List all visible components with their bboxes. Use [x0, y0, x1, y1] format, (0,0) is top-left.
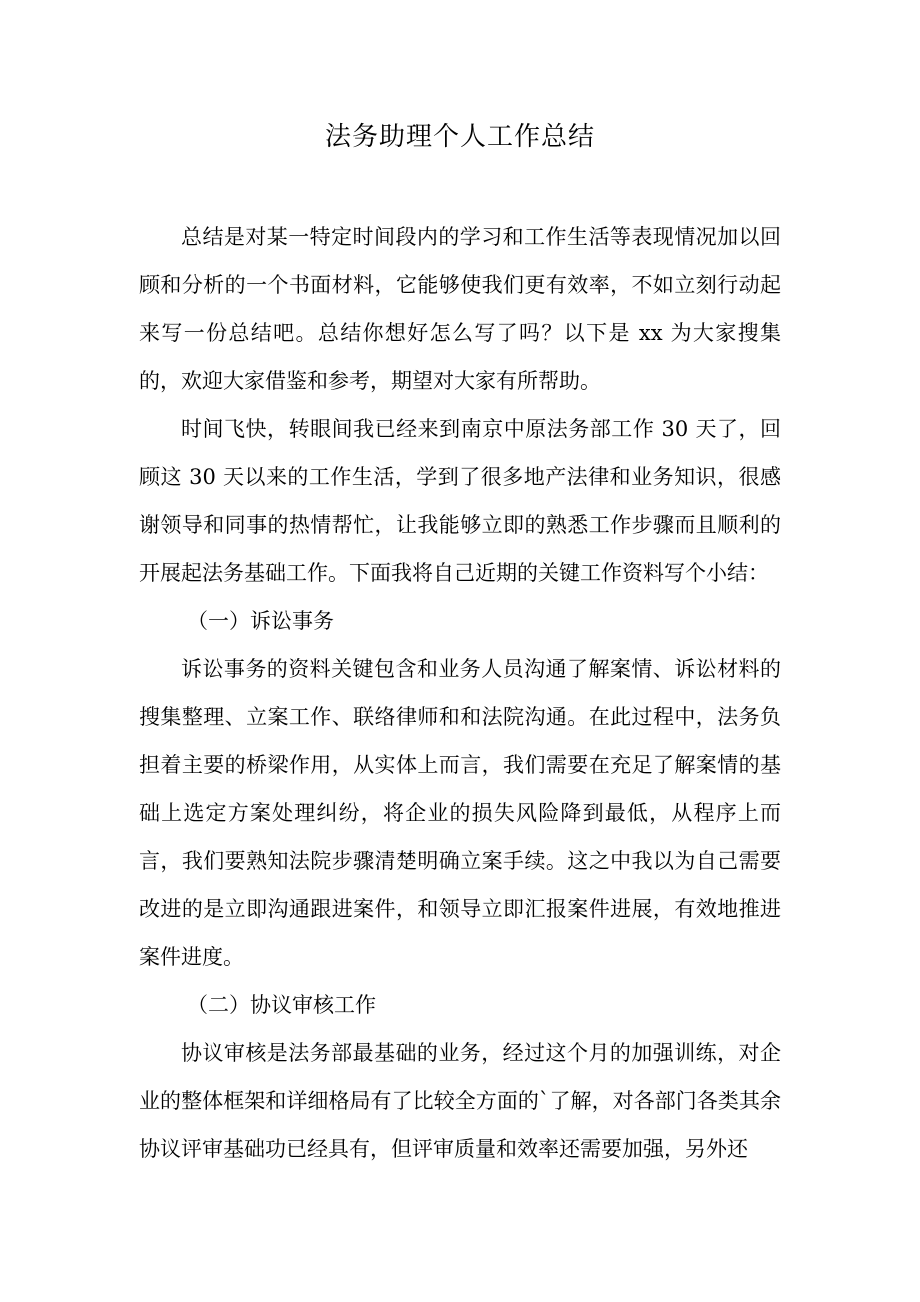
document-title: 法务助理个人工作总结: [324, 122, 595, 152]
paragraph-overview: 时间飞快，转眼间我已经来到南京中原法务部工作 30 天了，回顾这 30 天以来的工作生活，学到了很多地产法律和业务知识，很感谢领导和同事的热情帮忙，让我能够立即的熟悉工作步骤而且顺利的开展起法务基础工作。下面我将自己近期的关键工作资料写个小结：: [139, 417, 781, 585]
document-body: [139, 213, 781, 1173]
section-heading-litigation: （一）诉讼事务: [187, 609, 334, 633]
section-heading-contract-review: （二）协议审核工作: [187, 993, 376, 1017]
paragraph-litigation: 诉讼事务的资料关键包含和业务人员沟通了解案情、诉讼材料的搜集整理、立案工作、联络律师和和法院沟通。在此过程中，法务负担着主要的桥梁作用，从实体上而言，我们需要在充足了解案情的基础上选定方案处理纠纷，将企业的损失风险降到最低，从程序上而言，我们要熟知法院步骤清楚明确立案手续。这之中我以为自己需要改进的是立即沟通跟进案件，和领导立即汇报案件进展，有效地推进案件进度。: [139, 657, 781, 969]
paragraph-contract-review: 协议审核是法务部最基础的业务，经过这个月的加强训练，对企业的整体框架和详细格局有了比较全方面的`了解，对各部门各类其余协议评审基础功已经具有，但评审质量和效率还需要加强，另外还: [139, 1041, 781, 1161]
paragraph-intro: 总结是对某一特定时间段内的学习和工作生活等表现情况加以回顾和分析的一个书面材料，它能够使我们更有效率，不如立刻行动起来写一份总结吧。总结你想好怎么写了吗？以下是 xx 为大家搜集的，欢迎大家借鉴和参考，期望对大家有所帮助。: [139, 225, 781, 393]
